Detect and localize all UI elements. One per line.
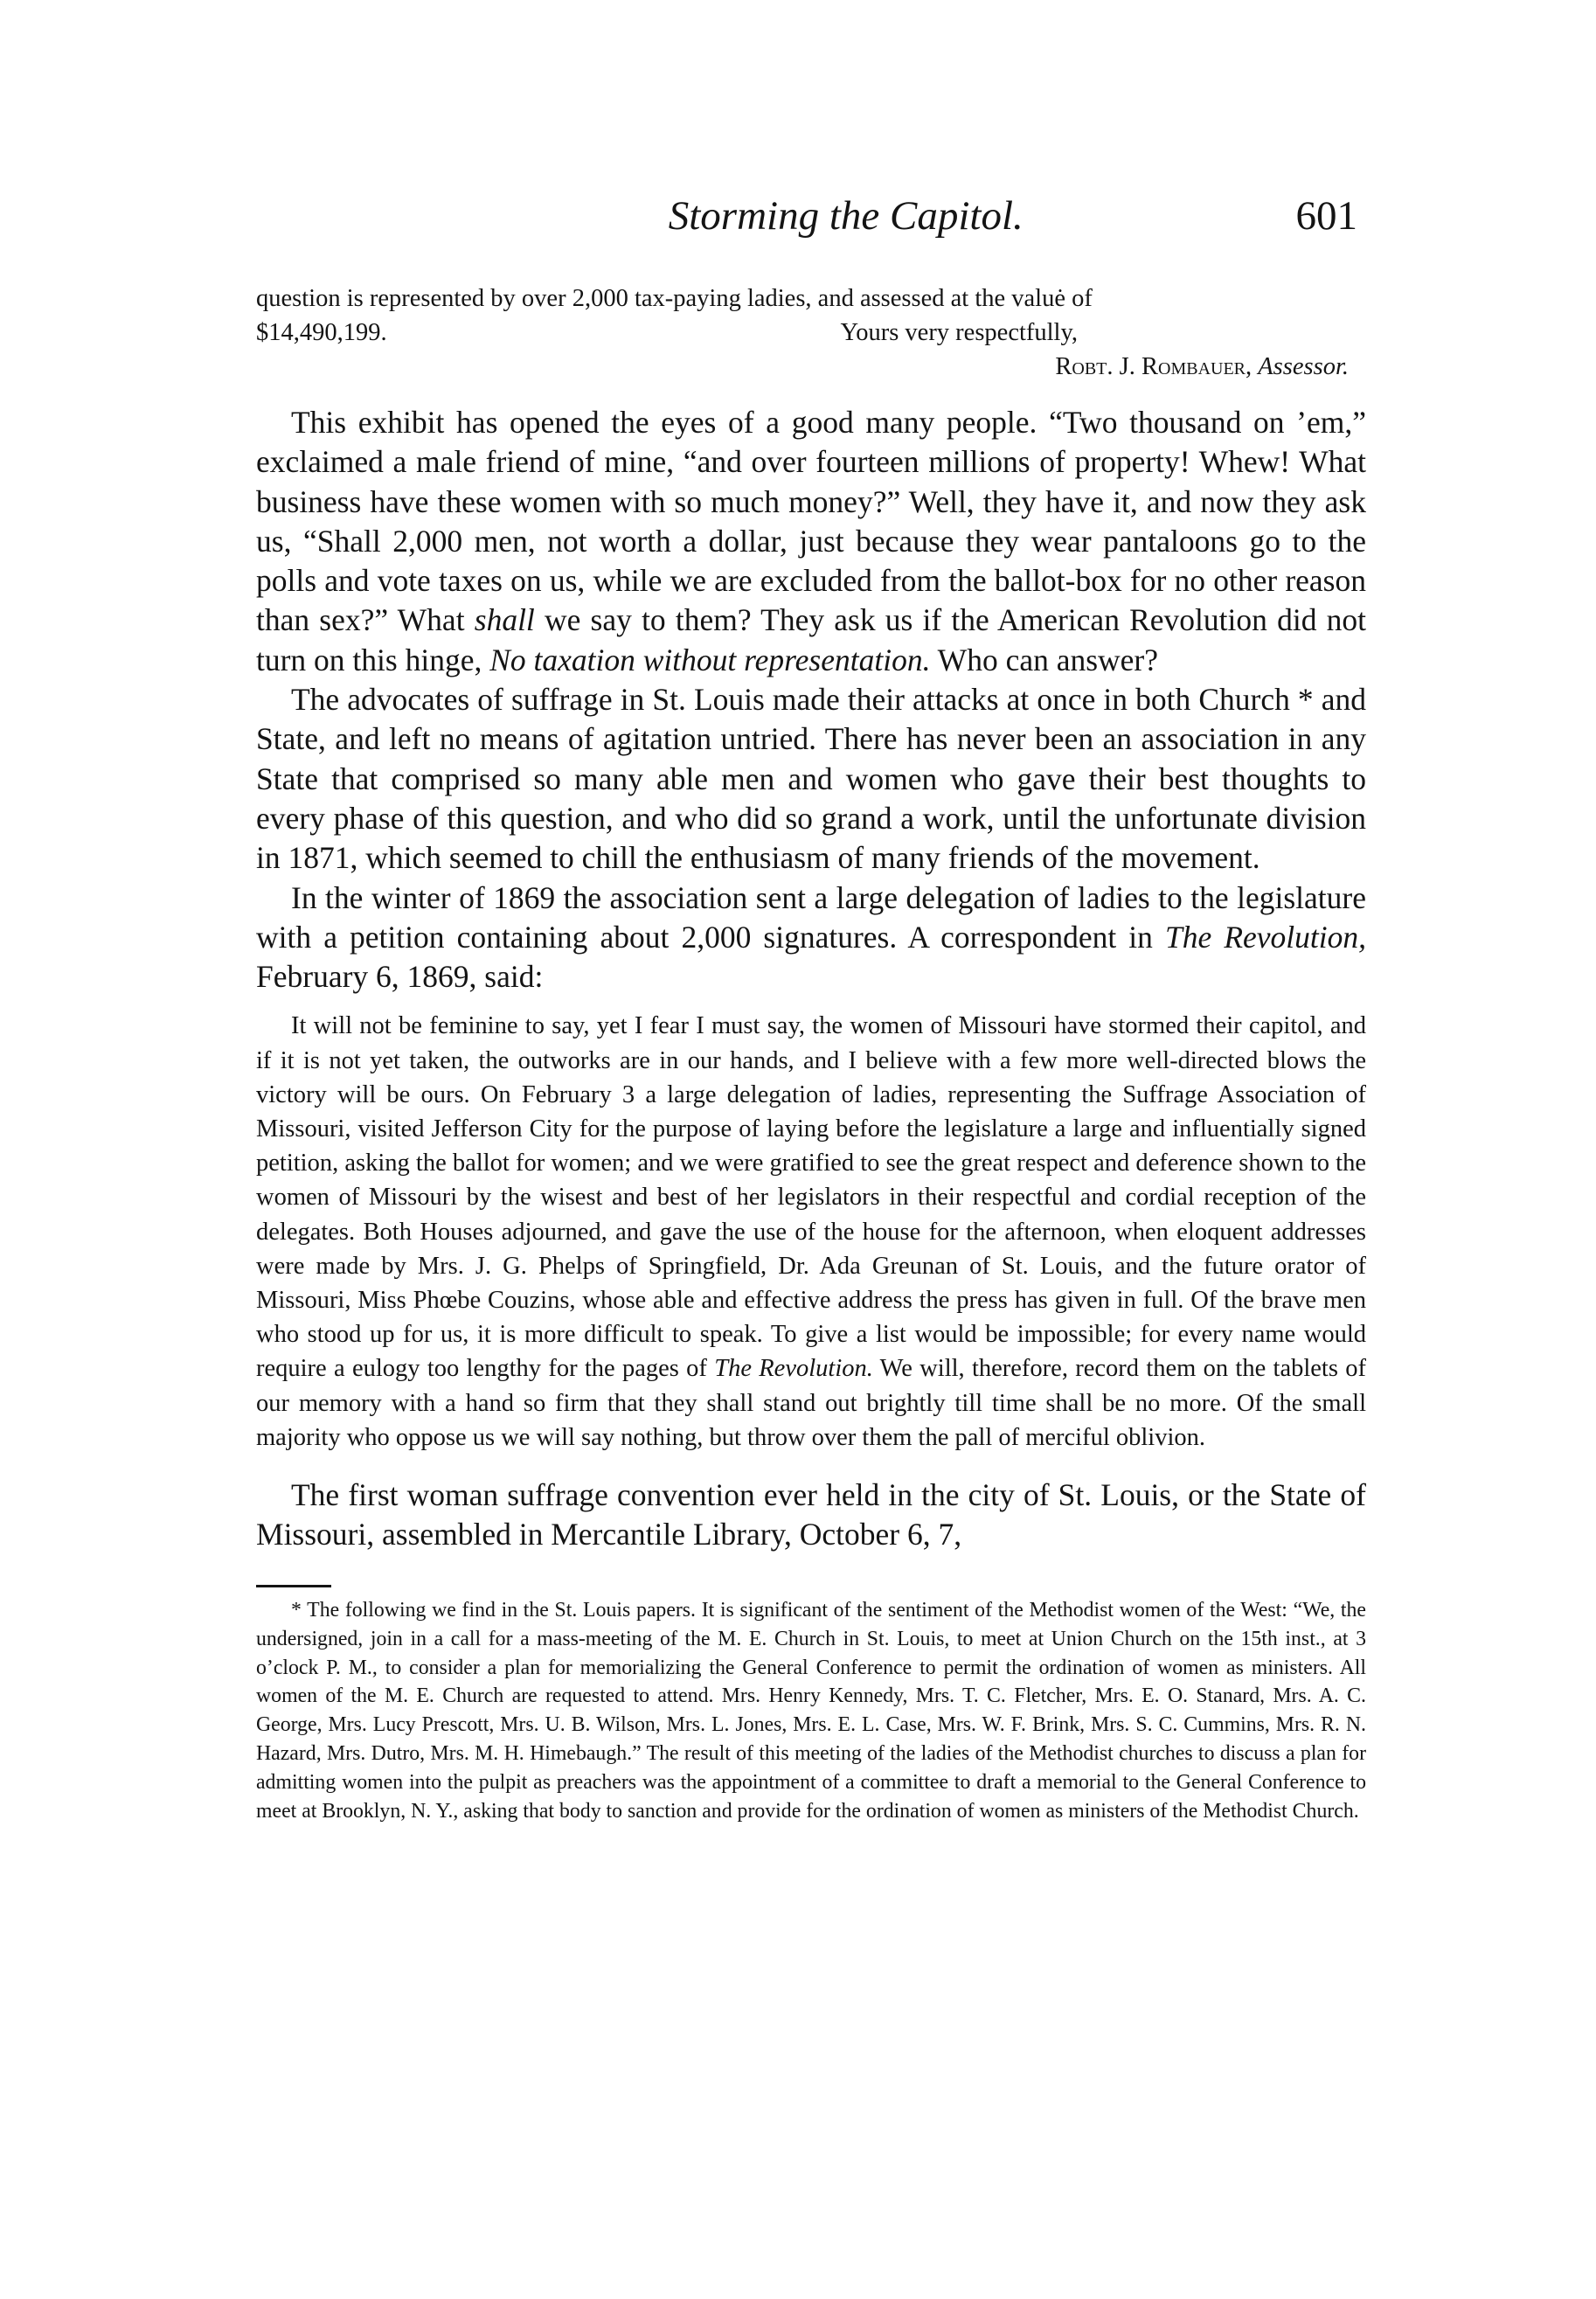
paragraph-advocates: The advocates of suffrage in St. Louis made their attacks at once in both Church * and State, and left no means of agitation untried. There has never been an association in any State that comprised so many able men and women who gave their best thoughts to every phase of this question, and who did so grand a work, until the unfortunate division in 1871, which seemed to chill the enthusiasm of many friends of the movement. <box>256 682 1366 876</box>
book-page <box>256 192 1366 1826</box>
paragraph-text: we say to them? They ask us if the American Revolution did not turn on this hinge, <box>256 602 1366 677</box>
paragraph-text: February 6, 1869, said: <box>256 959 544 995</box>
letter-amount: $14,490,199. <box>256 319 387 346</box>
block-quote <box>256 1009 1366 1455</box>
paragraph-text: Who can answer? <box>930 642 1159 677</box>
signature-title: Assessor. <box>1258 353 1349 380</box>
paragraph-emphasis: shall <box>474 602 535 638</box>
paragraph-emphasis: The Revolution, <box>1165 919 1366 955</box>
page-number: 601 <box>1295 193 1357 239</box>
paragraph-winter-1869 <box>256 879 1366 997</box>
paragraph-text: This exhibit has opened the eyes of a good many people. “Two thousand on ’em,” exclaimed a male friend of mine, “and over fourteen millions of property! Whew! What business have these women with so much money?” Well, they have it, and now they ask us, “Shall 2,000 men, not worth a dollar, just because they wear pantaloons go to the polls and vote taxes on us, while we are excluded from the ballot-box for no other reason than sex?” What <box>256 405 1366 638</box>
letter-signature <box>256 350 1366 384</box>
signature-name: Robt. J. Rombauer, <box>1055 353 1253 380</box>
letter-tail-line: question is represented by over 2,000 tax-paying ladies, and assessed at the valuė of <box>256 285 1093 312</box>
paragraph-first-convention: The first woman suffrage convention ever held in the city of St. Louis, or the State of Missouri, assembled in Mercantile Library, October 6, 7, <box>256 1477 1366 1552</box>
paragraph-exhibit <box>256 403 1366 680</box>
quote-emphasis: The Revolution. <box>714 1355 873 1383</box>
paragraph-text: In the winter of 1869 the association sent a large delegation of ladies to the legislature with a petition containing about 2,000 signatures. A correspondent in <box>256 879 1366 955</box>
footnote: * The following we find in the St. Louis papers. It is significant of the sentiment of the Methodist women of the West: “We, the undersigned, join in a call for a mass-meeting of the M. E. Church in St. Louis, to meet at Union Church on the 15th inst., at 3 o’clock P. M., to consider a plan for memorializing the General Conference to permit the ordination of women as ministers. All women of the M. E. Church are requested to attend. Mrs. Henry Kennedy, Mrs. T. C. Fletcher, Mrs. E. O. Stanard, Mrs. A. C. George, Mrs. Lucy Prescott, Mrs. U. B. Wilson, Mrs. L. Jones, Mrs. E. L. Case, Mrs. W. F. Brink, Mrs. S. C. Cummins, Mrs. R. N. Hazard, Mrs. Dutro, Mrs. M. H. Himebaugh.” The result of this meeting of the ladies of the Methodist churches to discuss a plan for admitting women into the pulpit as preachers was the appointment of a committee to draft a memorial to the General Conference to meet at Brooklyn, N. Y., asking that body to sanction and provide for the ordination of women as ministers of the Methodist Church. <box>256 1598 1366 1823</box>
running-head: Storming the Capitol. <box>668 193 1024 239</box>
letter-amount-line <box>256 316 1366 350</box>
paragraph-emphasis: No taxation without representation. <box>489 642 931 677</box>
letter-closing: Yours very respectfully, <box>840 319 1078 346</box>
page-header <box>256 192 1366 255</box>
footnote-rule <box>256 1585 331 1587</box>
quote-text: It will not be feminine to say, yet I fear I must say, the women of Missouri have stormed their capitol, and if it is not yet taken, the outworks are in our hands, and I believe with a few more well-directed blows the victory will be ours. On February 3 a large delegation of ladies, representing the Suffrage Association of Missouri, visited Jefferson City for the purpose of laying before the legislature a large and influentially signed petition, asking the ballot for women; and we were gratified to see the great respect and deference shown to the women of Missouri by the wisest and best of her legislators in their respectful and cordial reception of the delegates. Both Houses adjourned, and gave the use of the house for the afternoon, when eloquent addresses were made by Mrs. J. G. Phelps of Springfield, Dr. Ada Greunan of St. Louis, and the future orator of Missouri, Miss Phœbe Couzins, whose able and effective address the press has given in full. Of the brave men who stood up for us, it is more difficult to speak. To give a list would be impossible; for every name would require a eulogy too lengthy for the pages of <box>256 1012 1366 1383</box>
quote-text: We will, therefore, record them on the tablets of our memory with a hand so firm that they shall stand out brightly till time shall be no more. Of the small majority who oppose us we will say nothing, but throw over them the pall of merciful oblivion. <box>256 1355 1366 1451</box>
